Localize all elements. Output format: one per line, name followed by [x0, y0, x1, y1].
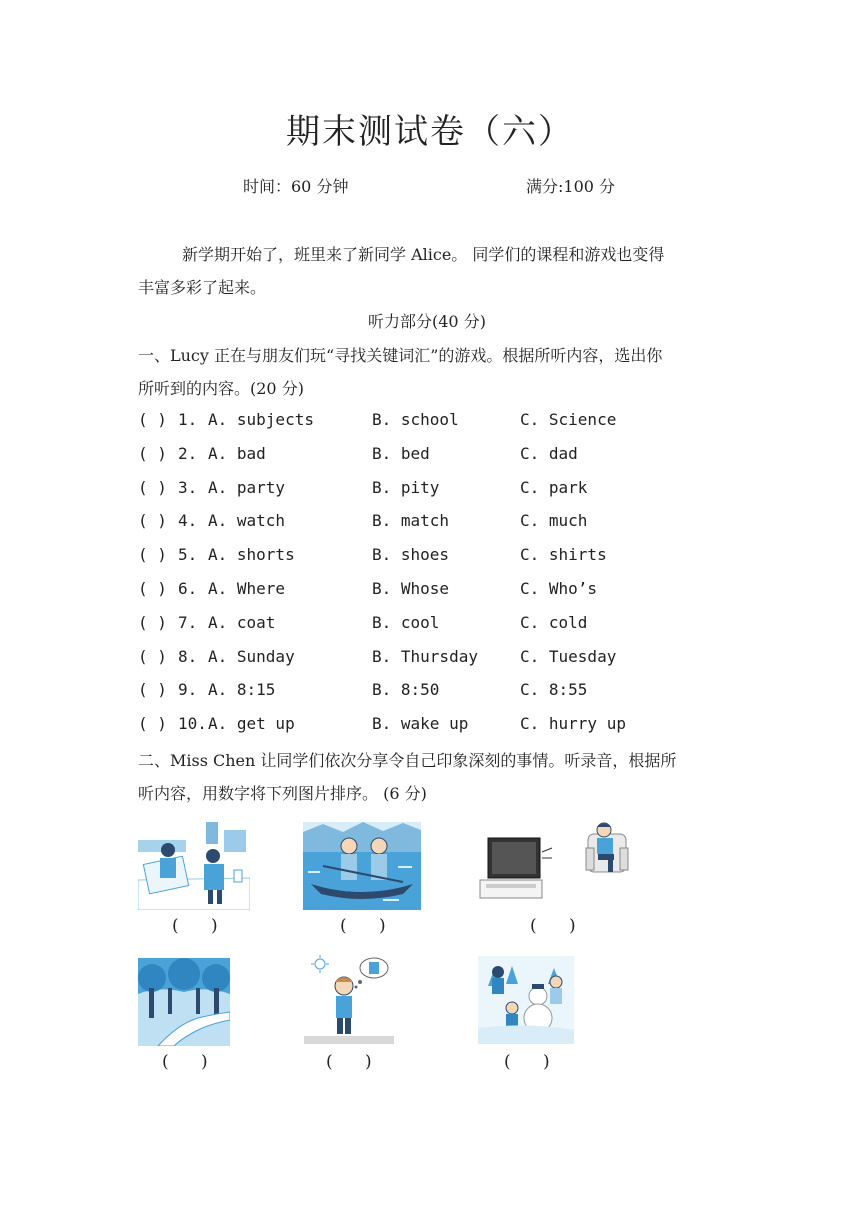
option-c[interactable]: C. 8:55 — [520, 680, 588, 699]
order-blank-5[interactable]: ( ) — [326, 1052, 372, 1072]
question-number: 9. — [178, 680, 198, 699]
picture-television — [478, 832, 558, 902]
question-number: 6. — [178, 579, 198, 598]
order-blank-3[interactable]: ( ) — [530, 916, 576, 936]
option-c[interactable]: C. Who’s — [520, 579, 598, 598]
answer-blank[interactable]: ( ) — [138, 545, 167, 564]
order-blank-2[interactable]: ( ) — [340, 916, 386, 936]
option-b[interactable]: B. Thursday — [372, 647, 478, 666]
option-a[interactable]: A. get up — [208, 714, 295, 733]
part1-instruction-line-2: 所听到的内容。(20 分) — [138, 379, 304, 398]
option-c[interactable]: C. park — [520, 478, 588, 497]
answer-blank[interactable]: ( ) — [138, 714, 167, 733]
option-c[interactable]: C. Science — [520, 410, 617, 429]
order-blank-6[interactable]: ( ) — [504, 1052, 550, 1072]
picture-boy-in-armchair — [584, 820, 630, 876]
question-number: 4. — [178, 511, 198, 530]
option-b[interactable]: B. match — [372, 511, 450, 530]
question-number: 8. — [178, 647, 198, 666]
option-b[interactable]: B. bed — [372, 444, 430, 463]
answer-blank[interactable]: ( ) — [138, 444, 167, 463]
order-blank-4[interactable]: ( ) — [162, 1052, 208, 1072]
intro-line-2: 丰富多彩了起来。 — [138, 278, 267, 297]
option-c[interactable]: C. hurry up — [520, 714, 626, 733]
picture-kids-rowing-boat — [303, 822, 421, 910]
option-a[interactable]: A. watch — [208, 511, 286, 530]
order-blank-1[interactable]: ( ) — [172, 916, 218, 936]
answer-blank[interactable]: ( ) — [138, 647, 167, 666]
part2-instruction-line-2: 听内容，用数字将下列图片排序。 (6 分) — [138, 784, 427, 803]
question-number: 7. — [178, 613, 198, 632]
exam-full-score: 满分:100 分 — [526, 177, 616, 196]
intro-line-1: 新学期开始了，班里来了新同学 Alice。 同学们的课程和游戏也变得 — [182, 245, 665, 264]
option-c[interactable]: C. much — [520, 511, 588, 530]
option-b[interactable]: B. shoes — [372, 545, 450, 564]
answer-blank[interactable]: ( ) — [138, 579, 167, 598]
question-number: 3. — [178, 478, 198, 497]
exam-time: 时间：60 分钟 — [243, 177, 349, 196]
option-c[interactable]: C. shirts — [520, 545, 607, 564]
option-c[interactable]: C. Tuesday — [520, 647, 617, 666]
question-number: 2. — [178, 444, 198, 463]
picture-boy-thinking-of-drink — [304, 954, 394, 1044]
answer-blank[interactable]: ( ) — [138, 613, 167, 632]
option-c[interactable]: C. cold — [520, 613, 588, 632]
question-number: 1. — [178, 410, 198, 429]
option-a[interactable]: A. bad — [208, 444, 266, 463]
option-b[interactable]: B. Whose — [372, 579, 450, 598]
option-a[interactable]: A. party — [208, 478, 286, 497]
option-a[interactable]: A. Where — [208, 579, 286, 598]
option-a[interactable]: A. Sunday — [208, 647, 295, 666]
answer-blank[interactable]: ( ) — [138, 680, 167, 699]
option-c[interactable]: C. dad — [520, 444, 578, 463]
option-b[interactable]: B. pity — [372, 478, 440, 497]
option-a[interactable]: A. subjects — [208, 410, 314, 429]
answer-blank[interactable]: ( ) — [138, 511, 167, 530]
picture-kids-with-map — [138, 820, 250, 910]
option-b[interactable]: B. school — [372, 410, 459, 429]
page-title: 期末测试卷（六） — [286, 112, 574, 152]
option-a[interactable]: A. 8:15 — [208, 680, 276, 699]
question-number: 10. — [178, 714, 207, 733]
listening-section-header: 听力部分(40 分) — [368, 312, 486, 331]
part1-instruction-line-1: 一、Lucy 正在与朋友们玩“寻找关键词汇”的游戏。根据所听内容，选出你 — [138, 346, 663, 365]
answer-blank[interactable]: ( ) — [138, 478, 167, 497]
option-b[interactable]: B. cool — [372, 613, 440, 632]
question-number: 5. — [178, 545, 198, 564]
picture-autumn-park-path — [138, 958, 230, 1046]
option-a[interactable]: A. shorts — [208, 545, 295, 564]
option-b[interactable]: B. wake up — [372, 714, 469, 733]
option-b[interactable]: B. 8:50 — [372, 680, 440, 699]
answer-blank[interactable]: ( ) — [138, 410, 167, 429]
picture-kids-building-snowman — [478, 956, 574, 1044]
option-a[interactable]: A. coat — [208, 613, 276, 632]
part2-instruction-line-1: 二、Miss Chen 让同学们依次分享令自己印象深刻的事情。听录音，根据所 — [138, 751, 677, 770]
